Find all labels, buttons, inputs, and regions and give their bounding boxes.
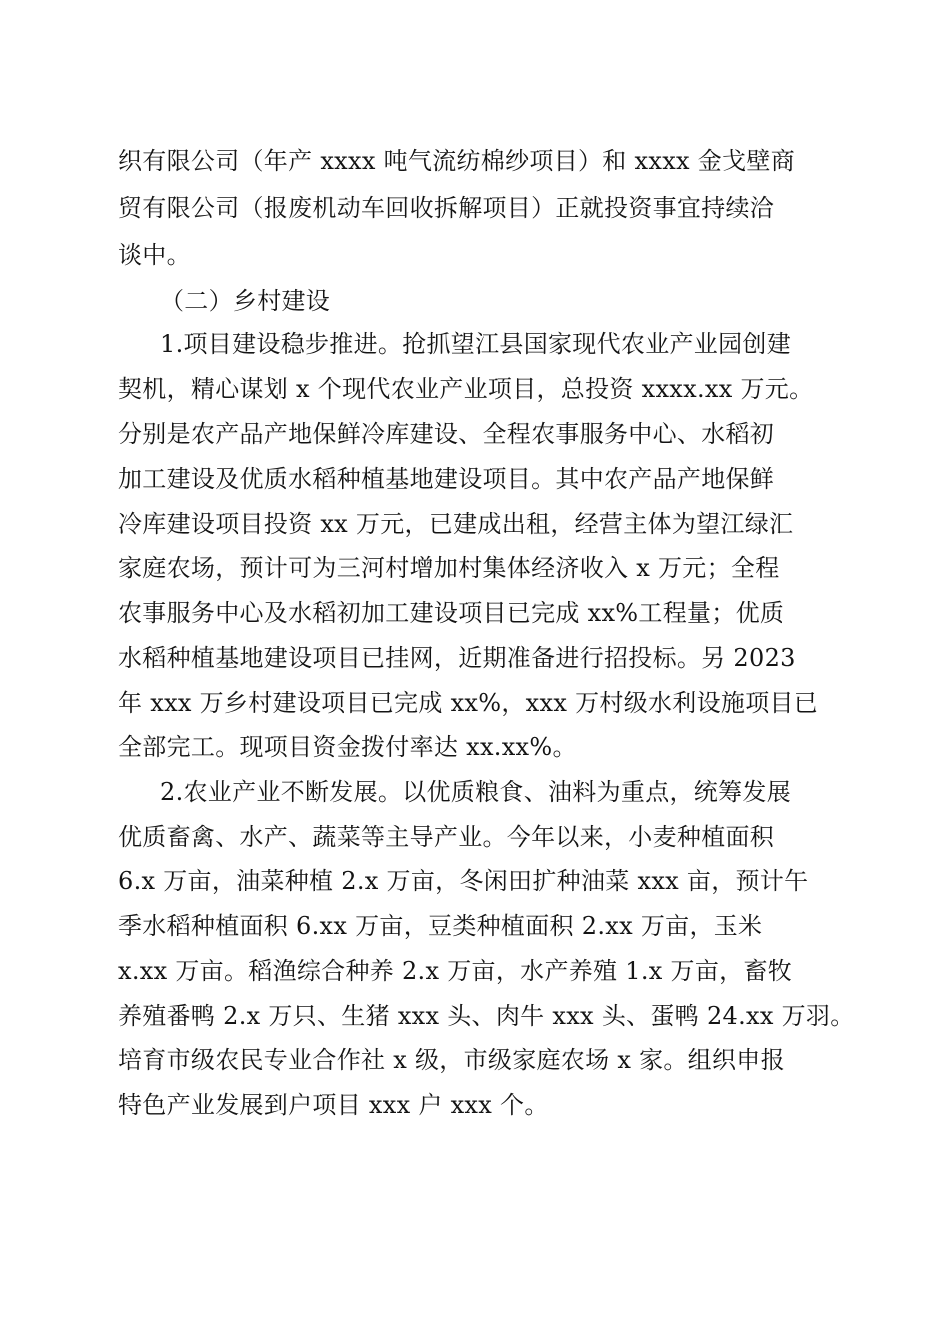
paragraph-line: 谈中。 — [118, 241, 191, 269]
paragraph-line: 农事服务中心及水稻初加工建设项目已完成 xx%工程量；优质 — [118, 599, 785, 627]
paragraph-line: 养殖番鸭 2.x 万只、生猪 xxx 头、肉牛 xxx 头、蛋鸭 24.xx 万羽。 — [118, 1002, 855, 1030]
paragraph-line: 特色产业发展到户项目 xxx 户 xxx 个。 — [118, 1091, 549, 1119]
paragraph-line: 织有限公司（年产 xxxx 吨气流纺棉纱项目）和 xxxx 金戈壁商 — [118, 147, 795, 175]
paragraph-line: x.xx 万亩。稻渔综合种养 2.x 万亩，水产养殖 1.x 万亩，畜牧 — [118, 957, 793, 985]
paragraph-line: 冷库建设项目投资 xx 万元，已建成出租，经营主体为望江绿汇 — [118, 510, 794, 538]
paragraph-line: 贸有限公司（报废机动车回收拆解项目）正就投资事宜持续洽 — [118, 194, 775, 222]
paragraph-line: 水稻种植基地建设项目已挂网，近期准备进行招投标。另 2023 — [118, 644, 796, 672]
paragraph-line: 2.农业产业不断发展。以优质粮食、油料为重点，统筹发展 — [160, 778, 791, 806]
section-heading: （二）乡村建设 — [160, 287, 331, 315]
paragraph-line: 优质畜禽、水产、蔬菜等主导产业。今年以来，小麦种植面积 — [118, 823, 775, 851]
paragraph-line: 季水稻种植面积 6.xx 万亩，豆类种植面积 2.xx 万亩，玉米 — [118, 912, 763, 940]
paragraph-line: 家庭农场，预计可为三河村增加村集体经济收入 x 万元；全程 — [118, 554, 780, 582]
paragraph-line: 6.x 万亩，油菜种植 2.x 万亩，冬闲田扩种油菜 xxx 亩，预计午 — [118, 867, 809, 895]
paragraph-line: 加工建设及优质水稻种植基地建设项目。其中农产品产地保鲜 — [118, 465, 775, 493]
paragraph-line: 契机，精心谋划 x 个现代农业产业项目，总投资 xxxx.xx 万元。 — [118, 375, 814, 403]
paragraph-line: 全部完工。现项目资金拨付率达 xx.xx%。 — [118, 733, 577, 761]
paragraph-line: 培育市级农民专业合作社 x 级，市级家庭农场 x 家。组织申报 — [118, 1046, 785, 1074]
paragraph-line: 年 xxx 万乡村建设项目已完成 xx%，xxx 万村级水利设施项目已 — [118, 689, 819, 717]
paragraph-line: 分别是农产品产地保鲜冷库建设、全程农事服务中心、水稻初 — [118, 420, 775, 448]
paragraph-line: 1.项目建设稳步推进。抢抓望江县国家现代农业产业园创建 — [160, 330, 791, 358]
